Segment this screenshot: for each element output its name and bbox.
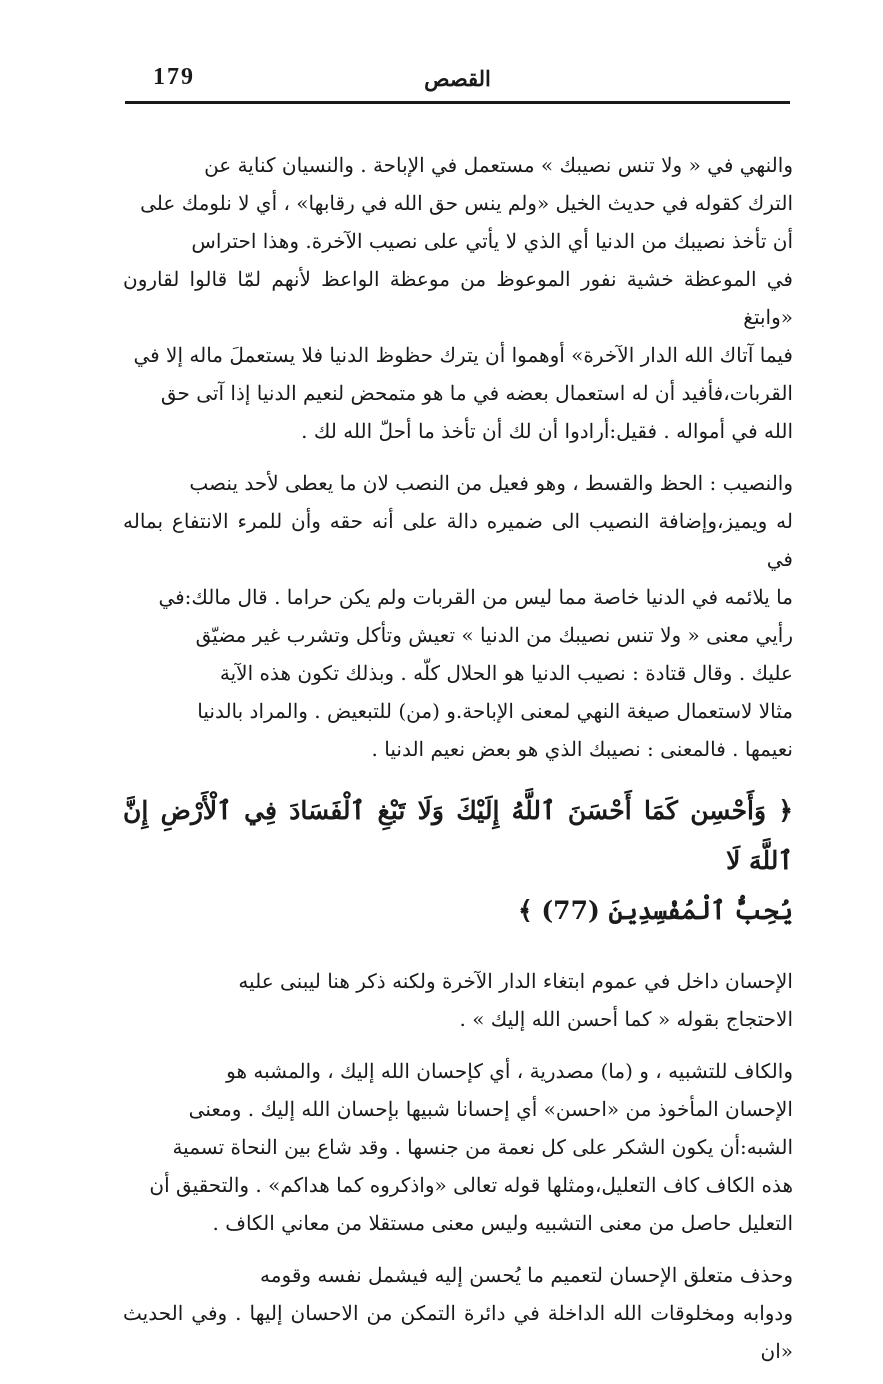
text-line: وحذف متعلق الإحسان لتعميم ما يُحسن إليه فيشمل نفسه وقومه (260, 1263, 793, 1287)
text-line: الله في أمواله . فقيل:أرادوا أن لك أن تأخذ ما أحلّ الله لك . (301, 419, 793, 443)
text-line: مثالا لاستعمال صيغة النهي لمعنى الإباحة.و (من) للتبعيض . والمراد بالدنيا (197, 699, 793, 723)
text-line: الإحسان المأخوذ من «احسن» أي إحسانا شبيها بإحسان الله إليك . ومعنى (188, 1097, 793, 1121)
surah-title: القصص (424, 66, 491, 91)
text-line: ما يلائمه في الدنيا خاصة مما ليس من القربات ولم يكن حراما . قال مالك:في (158, 585, 793, 609)
text-line: والنصيب : الحظ والقسط ، وهو فعيل من النصب لان ما يعطى لأحد ينصب (189, 471, 793, 495)
text-line: التعليل حاصل من معنى التشبيه وليس معنى مستقلا من معاني الكاف . (212, 1211, 793, 1235)
text-line: والكاف للتشبيه ، و (ما) مصدرية ، أي كإحسان الله إليك ، والمشبه هو (226, 1059, 793, 1083)
text-line: الترك كقوله في حديث الخيل «ولم ينس حق الله في رقابها» ، أي لا نلومك على (140, 191, 793, 215)
text-line: في الموعظة خشية نفور الموعوظ من موعظة الواعظ لأنهم لمّا قالوا لقارون «وابتغ (123, 267, 793, 329)
verse-line: ﴿ وَأَحْسِن كَمَا أَحْسَنَ ٱللَّهُ إِلَيْكَ وَلَا تَبْغِ ٱلْفَسَادَ فِي ٱلْأَرْضِ إِنَّ ٱللَّهَ لَا (123, 796, 793, 875)
text-line: الشبه:أن يكون الشكر على كل نعمة من جنسها . وقد شاع بين النحاة تسمية (172, 1135, 793, 1159)
quran-verse (123, 786, 793, 936)
text-line: له ويميز،وإضافة النصيب الى ضميره دالة على أنه حقه وأن للمرء الانتفاع بماله في (123, 509, 793, 571)
text-line: والنهي في « ولا تنس نصيبك » مستعمل في الإباحة . والنسيان كناية عن (204, 153, 793, 177)
text-line: فيما آتاك الله الدار الآخرة» أوهموا أن يترك حظوظ الدنيا فلا يستعملَ ماله إلا في (133, 343, 793, 367)
text-line: رأيي معنى « ولا تنس نصيبك من الدنيا » تعيش وتأكل وتشرب غير مضيّق (195, 623, 793, 647)
text-line: الاحتجاج بقوله « كما أحسن الله إليك » . (459, 1007, 793, 1031)
text-line: عليك . وقال قتادة : نصيب الدنيا هو الحلال كلّه . وبذلك تكون هذه الآية (219, 661, 793, 685)
text-line: هذه الكاف كاف التعليل،ومثلها قوله تعالى «واذكروه كما هداكم» . والتحقيق أن (149, 1173, 793, 1197)
text-line: الإحسان داخل في عموم ابتغاء الدار الآخرة ولكنه ذكر هنا ليبنى عليه (238, 969, 793, 993)
text-line: القربات،فأفيد أن له استعمال بعضه في ما هو متمحض لنعيم الدنيا إذا آتى حق (160, 381, 793, 405)
page-header (125, 60, 790, 100)
verse-line: يُحِبُّ ٱلْمُفْسِدِينَ (77) ﴾ (517, 896, 793, 925)
text-line: أن تأخذ نصيبك من الدنيا أي الذي لا يأتي على نصيب الآخرة. وهذا احتراس (191, 229, 793, 253)
paragraph-4 (123, 1052, 793, 1242)
page-body (123, 146, 793, 1384)
text-line: نعيمها . فالمعنى : نصيبك الذي هو بعض نعيم الدنيا . (371, 737, 793, 761)
paragraph-5 (123, 1256, 793, 1370)
page-number: 179 (153, 64, 195, 90)
paragraph-2 (123, 464, 793, 768)
paragraph-1 (123, 146, 793, 450)
paragraph-3 (123, 962, 793, 1038)
header-rule (125, 101, 790, 104)
text-line: ودوابه ومخلوقات الله الداخلة في دائرة التمكن من الاحسان إليها . وفي الحديث «ان (123, 1301, 793, 1363)
